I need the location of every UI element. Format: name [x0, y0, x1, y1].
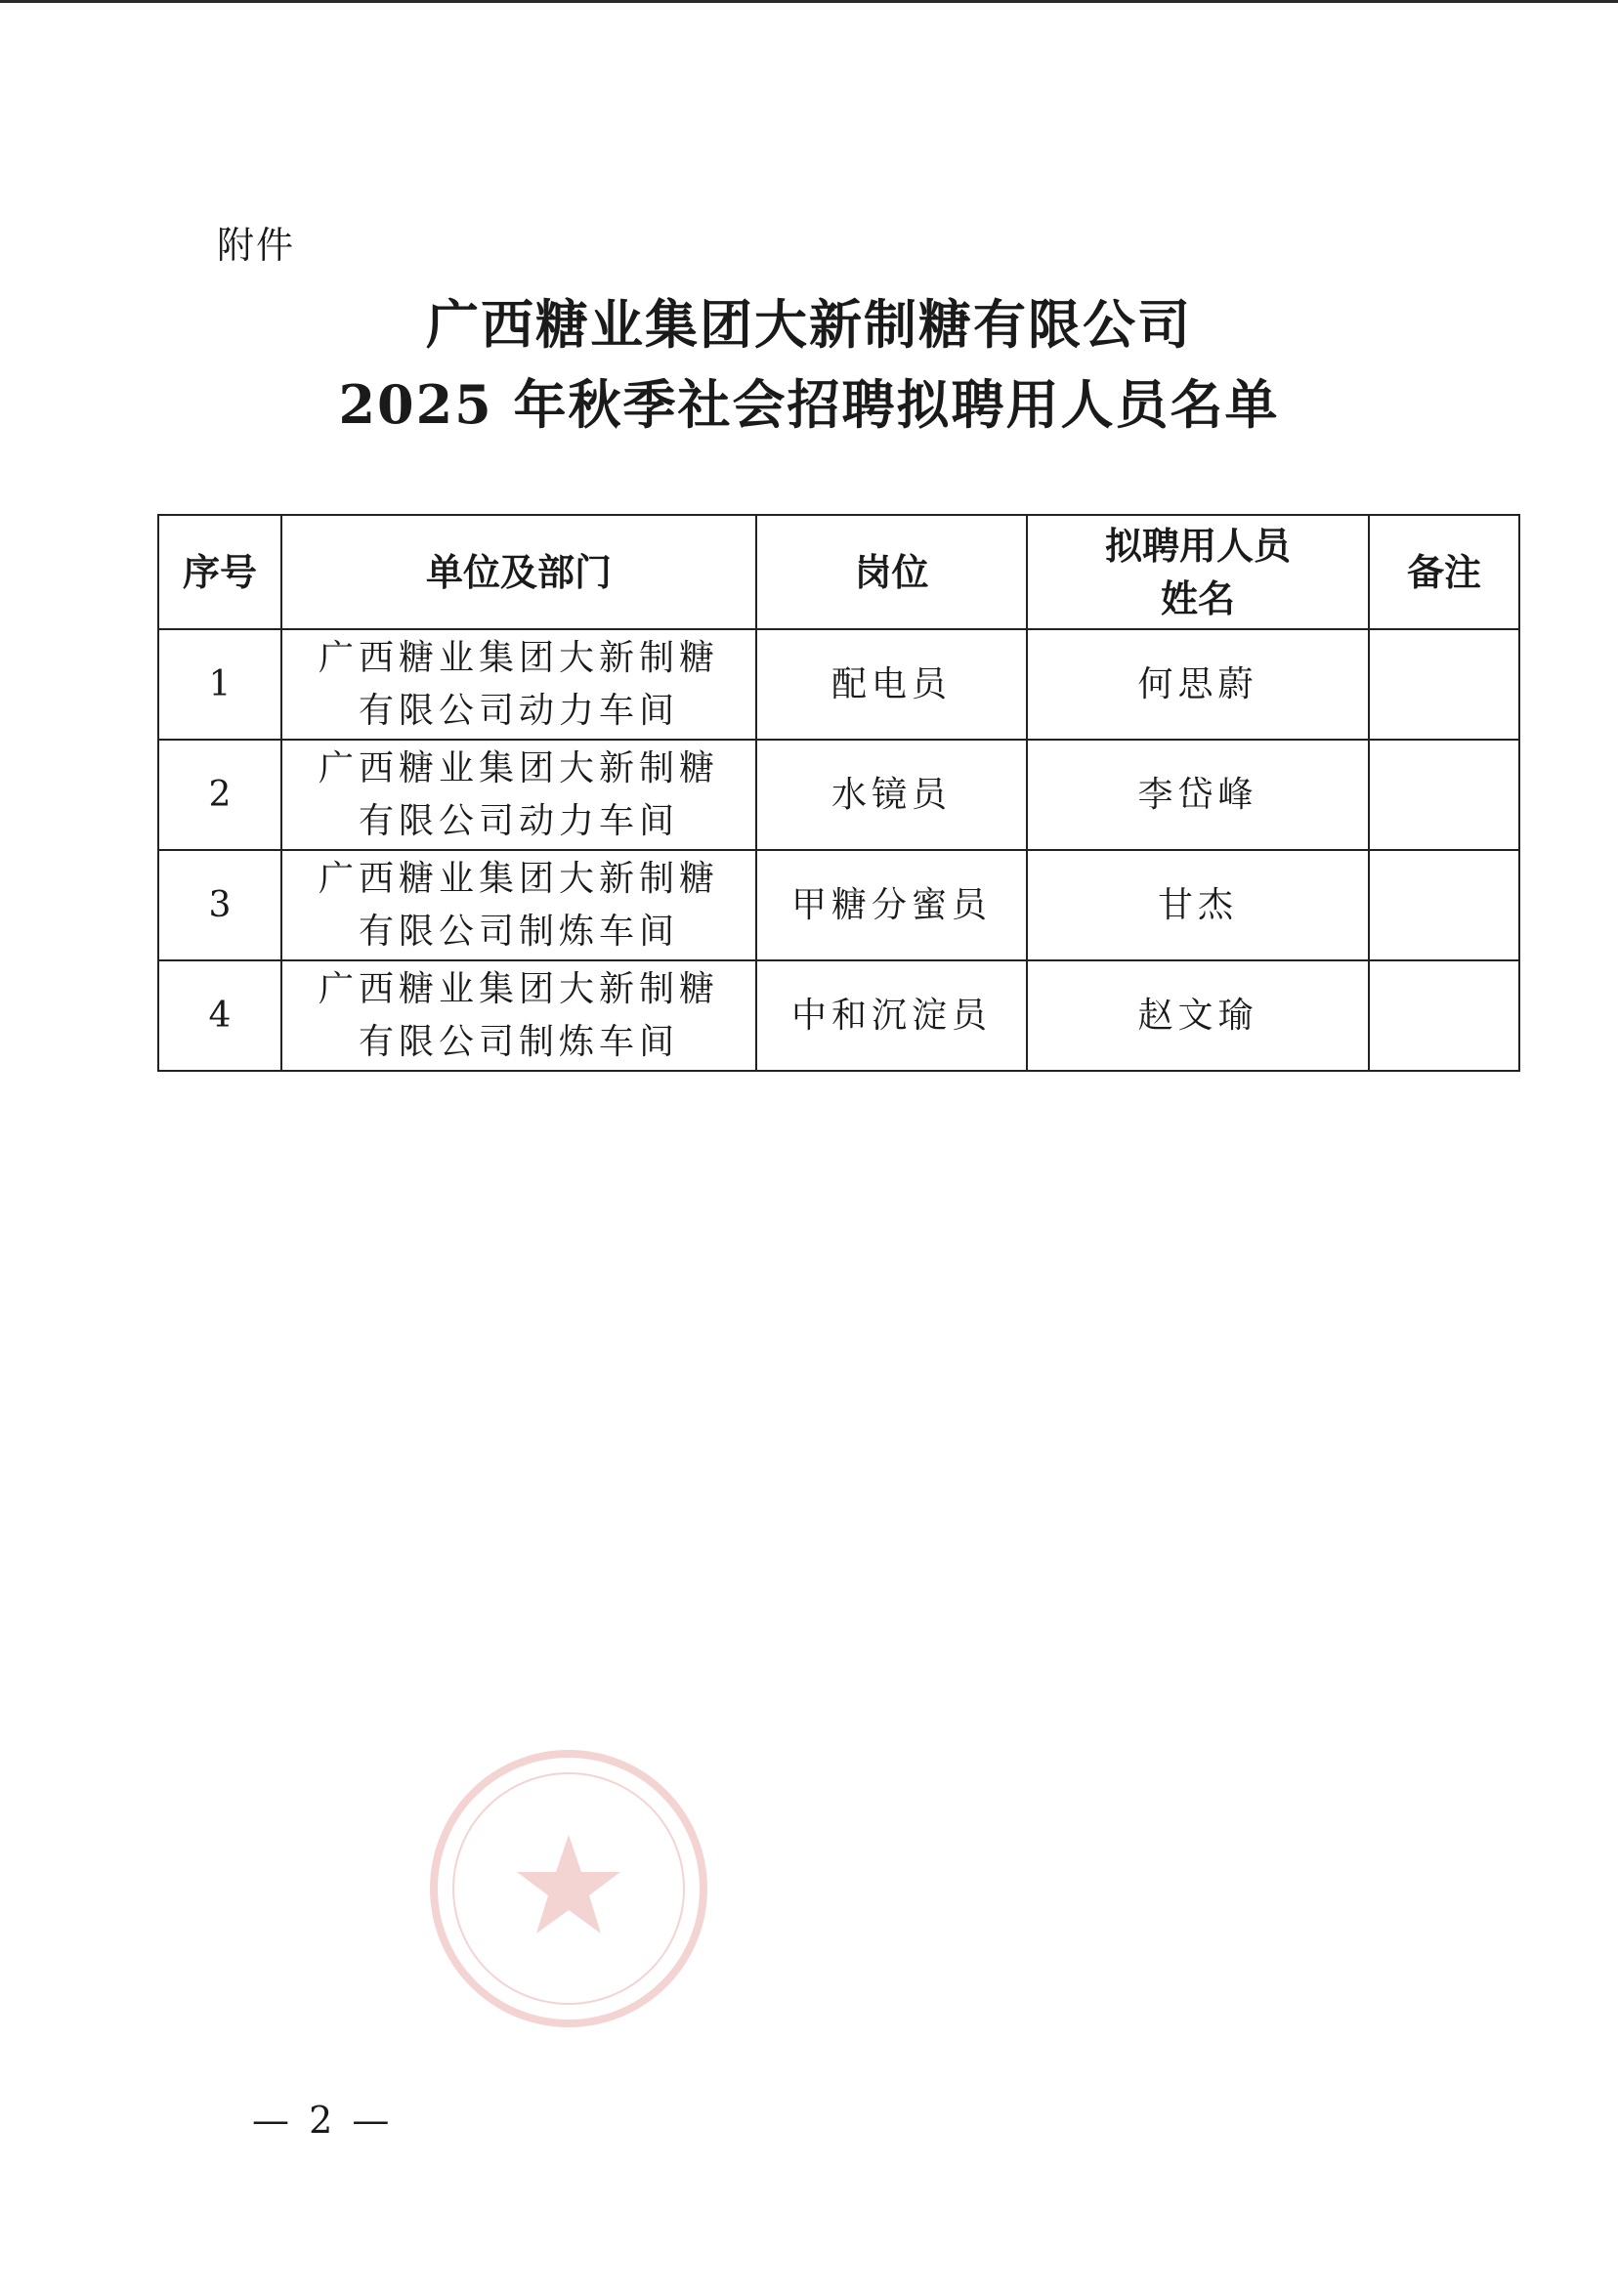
- header-name-line1: 拟聘用人员: [1104, 524, 1291, 568]
- cell-index: 4: [158, 960, 281, 1071]
- cell-name: 李岱峰: [1027, 740, 1369, 850]
- cell-unit-line1: 广西糖业集团大新制糖: [318, 968, 719, 1009]
- cell-index: 3: [158, 850, 281, 960]
- star-icon: [517, 1835, 620, 1934]
- cell-name: 赵文瑜: [1027, 960, 1369, 1071]
- header-unit: 单位及部门: [281, 515, 756, 629]
- cell-position: 水镜员: [756, 740, 1027, 850]
- cell-name: 何思蔚: [1027, 629, 1369, 740]
- cell-unit-line1: 广西糖业集团大新制糖: [318, 637, 719, 678]
- table-row: [158, 960, 1519, 1071]
- page-number: — 2 —: [252, 2099, 394, 2142]
- cell-unit: [281, 850, 756, 960]
- scan-edge: [0, 0, 1618, 3]
- header-name: [1027, 515, 1369, 629]
- cell-unit: [281, 740, 756, 850]
- header-remarks: 备注: [1369, 515, 1519, 629]
- cell-unit-line1: 广西糖业集团大新制糖: [318, 747, 719, 788]
- document-title-line1: 广西糖业集团大新制糖有限公司: [426, 293, 1192, 356]
- cell-remarks: [1369, 740, 1519, 850]
- attachment-label: 附件: [217, 224, 296, 267]
- cell-unit-line2: 有限公司动力车间: [358, 690, 679, 731]
- cell-unit: [281, 629, 756, 740]
- cell-unit-line2: 有限公司动力车间: [358, 800, 679, 841]
- cell-remarks: [1369, 850, 1519, 960]
- cell-name: 甘杰: [1027, 850, 1369, 960]
- cell-unit-line2: 有限公司制炼车间: [358, 911, 679, 952]
- table-row: [158, 850, 1519, 960]
- candidate-table: [157, 514, 1520, 1072]
- cell-position: 配电员: [756, 629, 1027, 740]
- company-seal: [422, 1742, 715, 2035]
- cell-unit: [281, 960, 756, 1071]
- cell-index: 2: [158, 740, 281, 850]
- table-row: [158, 740, 1519, 850]
- cell-position: 中和沉淀员: [756, 960, 1027, 1071]
- table-row: [158, 629, 1519, 740]
- cell-remarks: [1369, 960, 1519, 1071]
- cell-position: 甲糖分蜜员: [756, 850, 1027, 960]
- header-name-line2: 姓名: [1160, 576, 1235, 620]
- cell-remarks: [1369, 629, 1519, 740]
- cell-unit-line1: 广西糖业集团大新制糖: [318, 858, 719, 899]
- cell-index: 1: [158, 629, 281, 740]
- header-position: 岗位: [756, 515, 1027, 629]
- cell-unit-line2: 有限公司制炼车间: [358, 1021, 679, 1062]
- header-index: 序号: [158, 515, 281, 629]
- document-title-line2: 2025 年秋季社会招聘拟聘用人员名单: [338, 373, 1280, 436]
- table-header-row: [158, 515, 1519, 629]
